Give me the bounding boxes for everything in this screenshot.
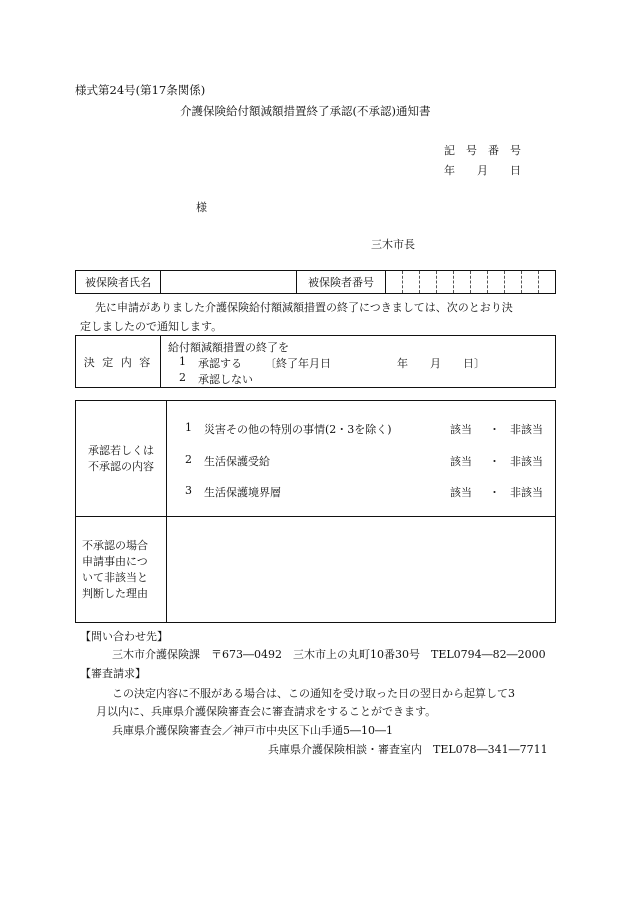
reason-label-line: 判断した理由 bbox=[82, 586, 148, 600]
insured-number-digit-cell[interactable] bbox=[521, 271, 538, 293]
insured-number-digits bbox=[386, 271, 555, 293]
decision-option1-number: 1 bbox=[179, 355, 186, 368]
reference-number: 記 号 番 号 bbox=[444, 144, 521, 157]
content-item-yes-option[interactable]: 該当 bbox=[450, 455, 472, 468]
reference-date: 年 月 日 bbox=[444, 164, 521, 177]
decision-option2-reject[interactable]: 承認しない bbox=[198, 373, 253, 386]
content-item-text: 生活保護受給 bbox=[204, 455, 270, 468]
content-label bbox=[76, 401, 167, 517]
insured-table bbox=[75, 270, 556, 294]
content-item-number: 3 bbox=[185, 484, 192, 497]
content-item-no-option[interactable]: 非該当 bbox=[510, 423, 543, 436]
insured-number-digit-cell[interactable] bbox=[436, 271, 453, 293]
content-item-text: 生活保護境界層 bbox=[204, 486, 281, 499]
content-item-separator: ・ bbox=[489, 423, 500, 436]
content-label-line1: 承認若しくは bbox=[88, 443, 154, 457]
insured-number-digit-cell[interactable] bbox=[386, 271, 402, 293]
content-items bbox=[167, 401, 556, 517]
insured-number-value[interactable] bbox=[386, 271, 556, 294]
insured-name-value[interactable] bbox=[161, 271, 297, 294]
insured-number-digit-cell[interactable] bbox=[419, 271, 436, 293]
review-address: 兵庫県介護保険審査会／神戸市中央区下山手通5―10―1 bbox=[112, 724, 393, 737]
content-item-yes-option[interactable]: 該当 bbox=[450, 423, 472, 436]
decision-option2-number: 2 bbox=[179, 371, 186, 384]
decision-label bbox=[76, 336, 161, 388]
reason-label-line: 申請事由につ bbox=[82, 554, 148, 568]
content-item-number: 2 bbox=[185, 453, 192, 466]
review-line2: 月以内に、兵庫県介護保険審査会に審査請求をすることができます。 bbox=[96, 705, 437, 718]
content-item-no-option[interactable]: 非該当 bbox=[510, 486, 543, 499]
insured-number-digit-cell[interactable] bbox=[487, 271, 504, 293]
content-item-separator: ・ bbox=[489, 455, 500, 468]
issuer: 三木市長 bbox=[371, 238, 415, 251]
reason-label-line: いて非該当と bbox=[82, 570, 148, 584]
intro-line2: 定しましたので通知します。 bbox=[80, 320, 223, 333]
inquiry-heading: 【問い合わせ先】 bbox=[80, 630, 168, 643]
addressee-suffix: 様 bbox=[196, 201, 207, 214]
decision-end-date: 〔終了年月日 年 月 日〕 bbox=[265, 357, 485, 370]
decision-table bbox=[75, 335, 556, 388]
content-label-line2: 不承認の内容 bbox=[88, 459, 154, 473]
insured-name-label-text: 被保険者氏名 bbox=[85, 276, 151, 289]
reason-label bbox=[76, 517, 167, 623]
content-item-no-option[interactable]: 非該当 bbox=[510, 455, 543, 468]
insured-number-label bbox=[297, 271, 386, 294]
content-item-yes-option[interactable]: 該当 bbox=[450, 486, 472, 499]
insured-name-label bbox=[76, 271, 161, 294]
insured-number-digit-cell[interactable] bbox=[402, 271, 419, 293]
inquiry-contact: 三木市介護保険課 〒673―0492 三木市上の丸町10番30号 TEL0794―82―2000 bbox=[112, 648, 546, 661]
reason-value[interactable] bbox=[167, 517, 556, 623]
insured-number-digit-cell[interactable] bbox=[453, 271, 470, 293]
content-item-text: 災害その他の特別の事情(2・3を除く) bbox=[204, 423, 392, 436]
review-line1: この決定内容に不服がある場合は、この通知を受け取った日の翌日から起算して3 bbox=[112, 687, 515, 700]
insured-number-digit-cell[interactable] bbox=[504, 271, 521, 293]
decision-option1-approve[interactable]: 承認する bbox=[198, 357, 242, 370]
review-heading: 【審査請求】 bbox=[80, 667, 146, 680]
document-title: 介護保険給付額減額措置終了承認(不承認)通知書 bbox=[180, 104, 431, 118]
decision-heading: 給付額減額措置の終了を bbox=[168, 341, 289, 354]
content-item-number: 1 bbox=[185, 421, 192, 434]
review-office-contact: 兵庫県介護保険相談・審査室内 TEL078―341―7711 bbox=[268, 743, 548, 756]
insured-number-digit-cell[interactable] bbox=[470, 271, 487, 293]
intro-line1: 先に申請がありました介護保険給付額減額措置の終了につきましては、次のとおり決 bbox=[95, 301, 513, 314]
decision-label-text: 決 定 内 容 bbox=[83, 355, 153, 369]
content-item-separator: ・ bbox=[489, 486, 500, 499]
insured-number-digit-cell[interactable] bbox=[538, 271, 555, 293]
content-table bbox=[75, 400, 556, 623]
decision-content bbox=[161, 336, 556, 388]
insured-number-label-text: 被保険者番号 bbox=[308, 276, 374, 289]
reason-label-line: 不承認の場合 bbox=[82, 538, 148, 552]
form-number: 様式第24号(第17条関係) bbox=[75, 83, 206, 97]
